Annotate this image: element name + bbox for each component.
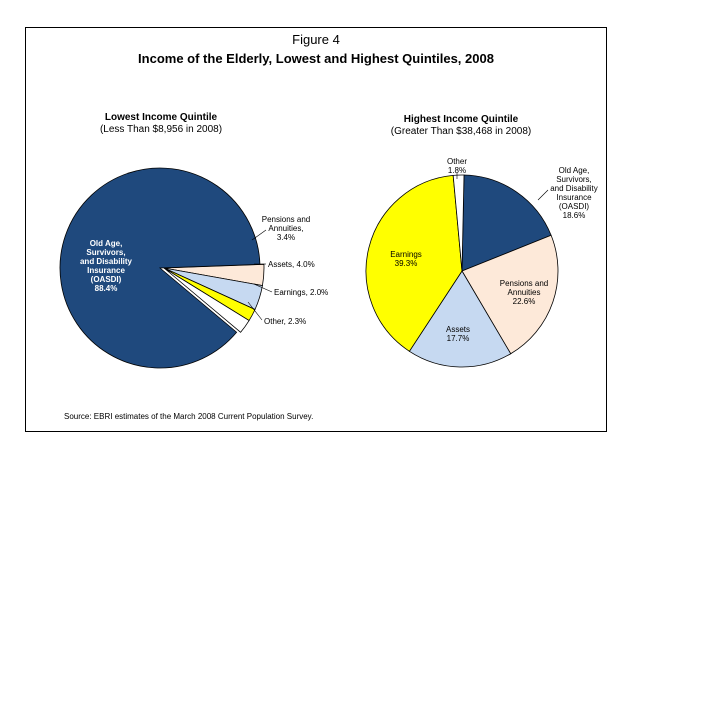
lowest-quintile-title: Lowest Income Quintile xyxy=(104,112,218,123)
pie-charts xyxy=(26,28,606,431)
highest-quintile-subtitle: (Greater Than $38,468 in 2008) xyxy=(390,126,532,137)
lowest-label-other: Other, 2.3% xyxy=(264,317,307,326)
highest-leader-oasdi xyxy=(538,190,548,200)
highest-label-earnings: Earnings 39.3% xyxy=(390,250,422,268)
lowest-pie xyxy=(60,168,328,368)
highest-quintile-title: Highest Income Quintile xyxy=(403,114,519,125)
lowest-label-assets: Assets, 4.0% xyxy=(268,260,315,269)
figure-title: Income of the Elderly, Lowest and Highest Quintiles, 2008 xyxy=(138,51,494,66)
highest-label-pensions: Pensions and Annuities 22.6% xyxy=(499,279,549,306)
lowest-quintile-subtitle: (Less Than $8,956 in 2008) xyxy=(99,124,223,135)
highest-pie xyxy=(366,157,598,367)
lowest-label-earnings: Earnings, 2.0% xyxy=(274,288,329,297)
highest-label-assets: Assets 17.7% xyxy=(445,325,471,343)
highest-label-other: Other 1.8% xyxy=(446,157,468,175)
source-note: Source: EBRI estimates of the March 2008 Current Population Survey. xyxy=(64,412,314,421)
figure-frame xyxy=(25,27,607,432)
figure-label: Figure 4 xyxy=(292,32,340,47)
lowest-label-pensions: Pensions and Annuities, 3.4% xyxy=(261,215,311,242)
lowest-label-oasdi: Old Age, Survivors, and Disability Insurance (OASDI) 88.4% xyxy=(79,239,133,293)
highest-label-oasdi: Old Age, Survivors, and Disability Insurance (OASDI) 18.6% xyxy=(550,166,598,220)
